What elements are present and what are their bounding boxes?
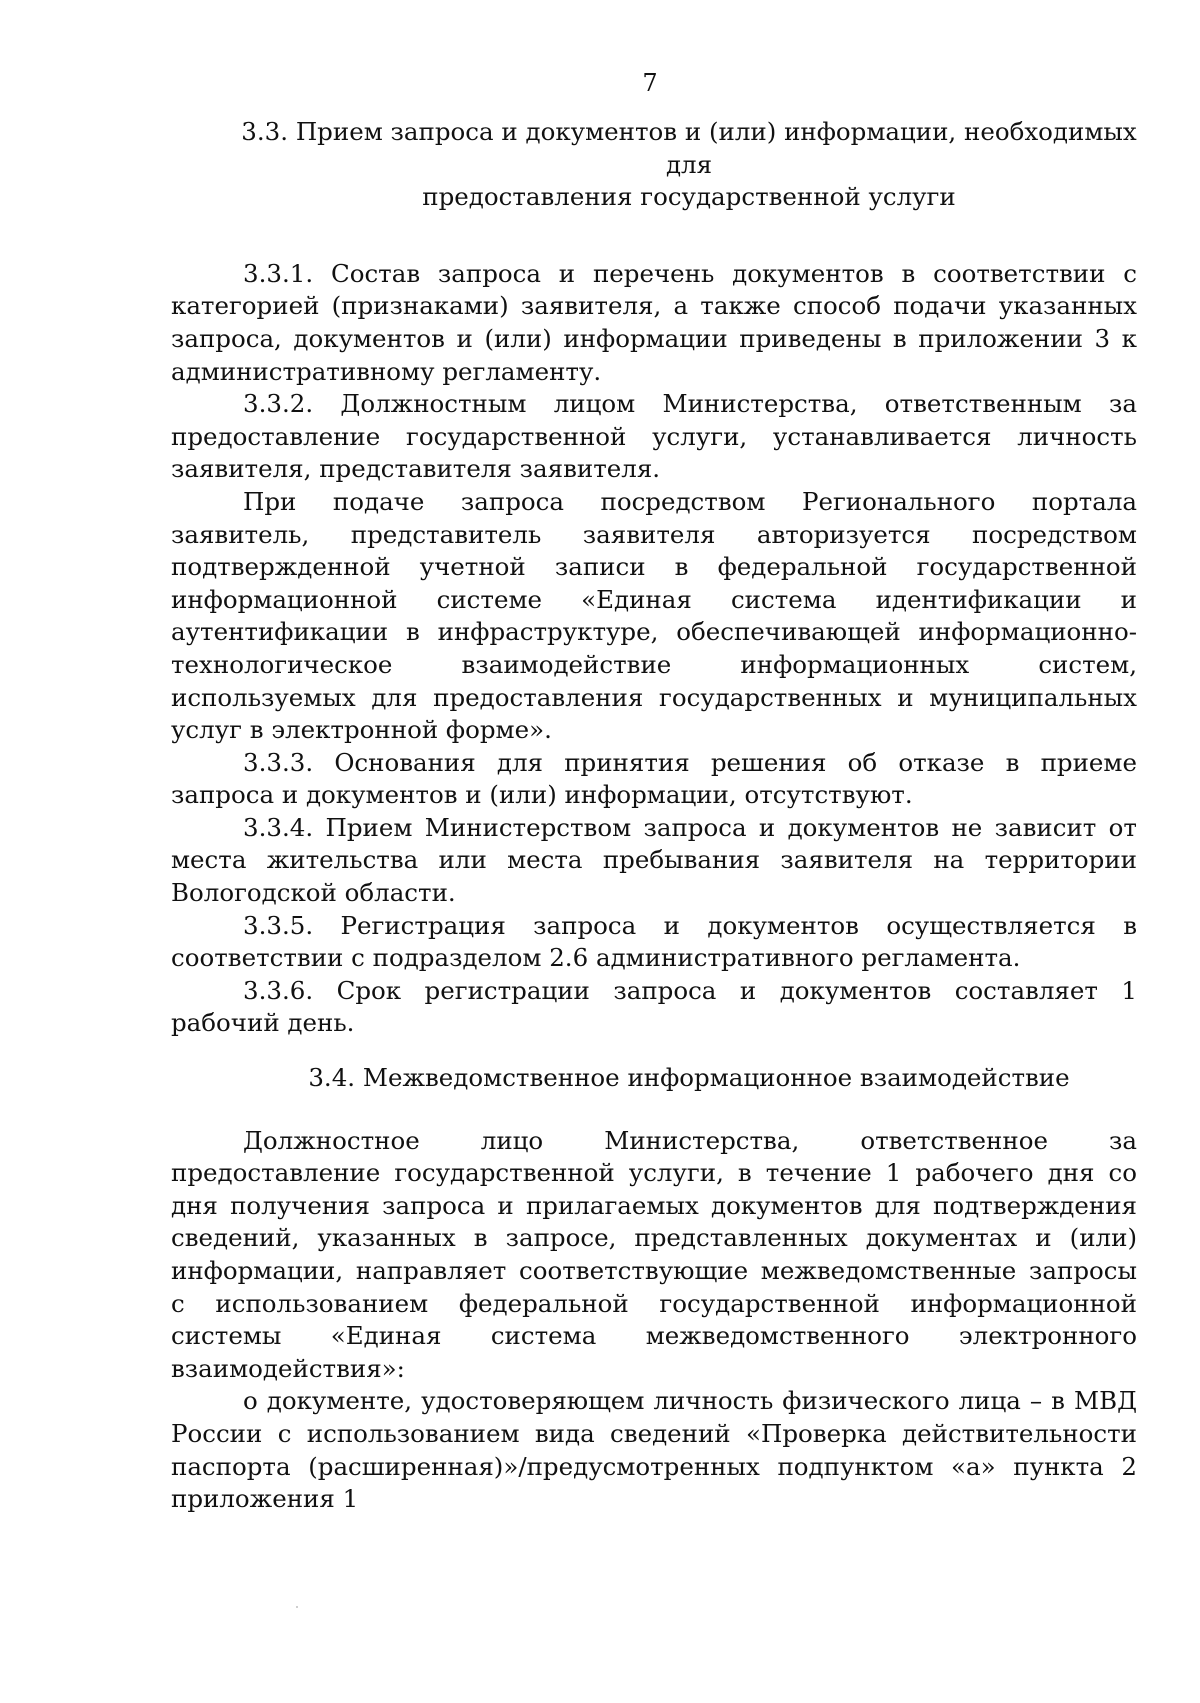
paragraph-authorization: При подаче запроса посредством Регионального портала заявитель, представитель заявителя авторизуется посредством подтвержденной учетной записи в федеральной государственной информационной системе «Единая система идентификации и аутентификации в инфраструктуре, обеспечивающей информационно-технологическое взаимодействие информационных систем, используемых для предоставления государственных и муниципальных услуг в электронной форме». bbox=[171, 486, 1137, 745]
paragraph-3-3-2: 3.3.2. Должностным лицом Министерства, ответственным за предоставление государственной услуги, устанавливается личность заявителя, представителя заявителя. bbox=[171, 389, 1137, 484]
paragraph-3-3-4: 3.3.4. Прием Министерством запроса и документов не зависит от места жительства или места пребывания заявителя на территории Вологодской области. bbox=[171, 812, 1137, 908]
page-number: 7 bbox=[642, 69, 658, 97]
paragraph-identity-document: о документе, удостоверяющем личность физического лица – в МВД России с использованием вида сведений «Проверка действительности паспорта (расширенная)»/предусмотренных подпунктом «а» пункта 2 приложения 1 bbox=[171, 1386, 1137, 1514]
section-3-3-heading-line-2: предоставления государственной услуги bbox=[422, 182, 956, 212]
section-3-3-heading bbox=[171, 116, 1137, 214]
paragraph-3-3-3: 3.3.3. Основания для принятия решения об отказе в приеме запроса и документов и (или) информации, отсутствуют. bbox=[171, 747, 1137, 810]
section-3-4-heading: 3.4. Межведомственное информационное взаимодействие bbox=[308, 1063, 1070, 1093]
paragraph-interagency-requests: Должностное лицо Министерства, ответственное за предоставление государственной услуги, в течение 1 рабочего дня со дня получения запроса и прилагаемых документов для подтверждения сведений, указанных в запросе, представленных документах и (или) информации, направляет соответствующие межведомственные запросы с использованием федеральной государственной информационной системы «Единая система межведомственного электронного взаимодействия»: bbox=[171, 1125, 1137, 1383]
paragraph-3-3-6: 3.3.6. Срок регистрации запроса и документов составляет 1 рабочий день. bbox=[171, 975, 1137, 1038]
paragraph-3-3-5: 3.3.5. Регистрация запроса и документов осуществляется в соответствии с подразделом 2.6 административного регламента. bbox=[171, 910, 1137, 973]
scan-speck bbox=[296, 1606, 298, 1608]
paragraph-3-3-1: 3.3.1. Состав запроса и перечень документов в соответствии с категорией (признаками) заявителя, а также способ подачи указанных запроса, документов и (или) информации приведены в приложении 3 к административному регламенту. bbox=[171, 258, 1137, 386]
document-body bbox=[171, 116, 1137, 1516]
section-3-3-heading-line-1: 3.3. Прием запроса и документов и (или) информации, необходимых для bbox=[241, 117, 1137, 179]
